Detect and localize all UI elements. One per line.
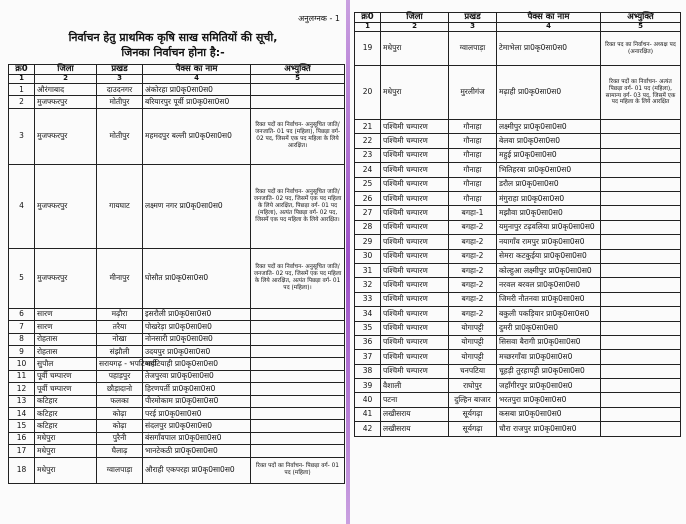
table-row	[9, 420, 345, 432]
district-cell: औरंगाबाद	[35, 84, 97, 96]
col-header-remarks: अभ्युक्ति	[601, 13, 681, 23]
serial-cell: 4	[9, 164, 35, 248]
serial-cell: 33	[355, 292, 381, 306]
remarks-cell	[601, 422, 681, 436]
district-cell: पश्चिमी चम्पारण	[381, 335, 449, 349]
col-number: 3	[97, 75, 143, 84]
col-header-serial: क्र0	[355, 13, 381, 23]
district-cell: रोहतास	[35, 333, 97, 345]
serial-cell: 15	[9, 420, 35, 432]
block-cell: गायघाट	[97, 164, 143, 248]
table-row	[355, 364, 681, 378]
remarks-cell	[601, 407, 681, 421]
table-row	[355, 235, 681, 249]
remarks-cell	[251, 407, 345, 419]
block-cell: ग्वालपाड़ा	[449, 32, 497, 66]
remarks-cell: रिक्त पदों का निर्वाचन- अनुसूचित जाति/ जनजाति- 02 पद, जिसमें एक पद महिला के लिये आरक्षित, अत्यंत पिछड़ा वर्ग- 01 पद (महिला)।	[251, 248, 345, 308]
block-cell: दुल्हिन बाजार	[449, 393, 497, 407]
remarks-cell	[601, 350, 681, 364]
pacs-name-cell: टेमाभेला प्रा0कृ0सा0स0	[497, 32, 601, 66]
district-cell: पश्चिमी चम्पारण	[381, 191, 449, 205]
block-cell: मोतीपुर	[97, 96, 143, 108]
district-cell: पश्चिमी चम्पारण	[381, 235, 449, 249]
district-cell: मधेपुरा	[35, 445, 97, 457]
district-cell: पश्चिमी चम्पारण	[381, 148, 449, 162]
remarks-cell	[251, 345, 345, 357]
pacs-name-cell: पीरमोकाम प्रा0कृ0सा0स0	[143, 395, 251, 407]
serial-cell: 14	[9, 407, 35, 419]
serial-cell: 31	[355, 263, 381, 277]
remarks-cell	[601, 278, 681, 292]
block-cell: राघोपुर	[449, 379, 497, 393]
col-header-block: प्रखंड	[97, 65, 143, 75]
remarks-cell: रिक्त पदों का निर्वाचन- अनुसूचित जाति/ जनजाति- 02 पद, जिसमें एक पद महिला के लिये आरक्षित, पिछड़ा वर्ग- 01 पद (महिला), अत्यंत पिछड़ा वर्ग- 02 पद, जिसमें एक पद महिला के लिये आरक्षित।	[251, 164, 345, 248]
header-row	[9, 65, 345, 75]
pacs-name-cell: महुई प्रा0कृ0सा0स0	[497, 148, 601, 162]
block-cell: गौनाहा	[449, 191, 497, 205]
remarks-cell	[251, 370, 345, 382]
district-cell: मधेपुरा	[35, 432, 97, 444]
table-row	[9, 96, 345, 108]
remarks-cell	[251, 420, 345, 432]
block-cell: गौनाहा	[449, 177, 497, 191]
remarks-cell	[601, 206, 681, 220]
serial-cell: 35	[355, 321, 381, 335]
district-cell: पश्चिमी चम्पारण	[381, 307, 449, 321]
serial-cell: 6	[9, 308, 35, 320]
pacs-name-cell: अंकोरहा प्रा0कृ0सा0स0	[143, 84, 251, 96]
pacs-name-cell: नोनसारी प्रा0कृ0सा0स0	[143, 333, 251, 345]
remarks-cell	[601, 191, 681, 205]
table-row	[355, 66, 681, 120]
district-cell: पश्चिमी चम्पारण	[381, 292, 449, 306]
block-cell: मोतीपुर	[97, 108, 143, 164]
header-row	[355, 13, 681, 23]
serial-cell: 18	[9, 457, 35, 483]
pacs-name-cell: चौरा राजपुर प्रा0कृ0सा0स0	[497, 422, 601, 436]
column-number-row	[355, 23, 681, 32]
remarks-cell	[601, 393, 681, 407]
block-cell: चनपटिया	[449, 364, 497, 378]
remarks-cell	[251, 395, 345, 407]
pacs-name-cell: बंसगाँवपाल प्रा0कृ0सा0स0	[143, 432, 251, 444]
serial-cell: 12	[9, 383, 35, 395]
district-cell: कटिहार	[35, 420, 97, 432]
pacs-name-cell: उदयपुर प्रा0कृ0सा0स0	[143, 345, 251, 357]
block-cell: मुरलीगंज	[449, 66, 497, 120]
block-cell: ग्वालपाड़ा	[97, 457, 143, 483]
district-cell: पश्चिमी चम्पारण	[381, 364, 449, 378]
table-body-left	[9, 84, 345, 483]
remarks-cell: रिक्त पदों का निर्वाचन- अनुसूचित जाति/ जनजाति- 01 पद (महिला), पिछड़ा वर्ग- 02 पद, जिसमें एक पद महिला के लिये आरक्षित।	[251, 108, 345, 164]
pacs-name-cell: दुमरी प्रा0कृ0सा0स0	[497, 321, 601, 335]
pacs-name-cell: घोसौत प्रा0कृ0सा0स0	[143, 248, 251, 308]
remarks-cell: रिक्त पदों का निर्वाचन- अत्यंत पिछड़ा वर्ग- 01 पद (महिला), सामान्य वर्ग- 03 पद, जिसमें एक पद महिला के लिये आरक्षित	[601, 66, 681, 120]
district-cell: पश्चिमी चम्पारण	[381, 177, 449, 191]
remarks-cell	[251, 96, 345, 108]
block-cell: कोढ़ा	[97, 420, 143, 432]
table-row	[355, 321, 681, 335]
table-row	[355, 422, 681, 436]
pacs-name-cell: बरियारपुर पूर्वी प्रा0कृ0सा0स0	[143, 96, 251, 108]
serial-cell: 7	[9, 321, 35, 333]
block-cell: गौनाहा	[449, 120, 497, 134]
serial-cell: 39	[355, 379, 381, 393]
district-cell: कटिहार	[35, 407, 97, 419]
block-cell: योगापट्टी	[449, 335, 497, 349]
col-number: 4	[143, 75, 251, 84]
block-cell: गौनाहा	[449, 163, 497, 177]
table-row	[355, 191, 681, 205]
district-cell: सुपौल	[35, 358, 97, 370]
col-header-remarks: अभ्युक्ति	[251, 65, 345, 75]
pacs-name-cell: यमुनापुर टढ़वलिया प्रा0कृ0सा0स0	[497, 220, 601, 234]
block-cell: बगहा-2	[449, 263, 497, 277]
table-row	[9, 321, 345, 333]
col-number: 2	[381, 23, 449, 32]
block-cell: बगहा-1	[449, 206, 497, 220]
block-cell: नोखा	[97, 333, 143, 345]
block-cell: बगहा-2	[449, 249, 497, 263]
remarks-cell	[601, 321, 681, 335]
district-cell: मधेपुरा	[35, 457, 97, 483]
col-header-pacs-name: पैक्स का नाम	[497, 13, 601, 23]
pacs-table-left	[8, 64, 345, 484]
serial-cell: 9	[9, 345, 35, 357]
serial-cell: 38	[355, 364, 381, 378]
district-cell: लखीसराय	[381, 422, 449, 436]
pacs-name-cell: चूहड़ी तुरहापट्टी प्रा0कृ0सा0स0	[497, 364, 601, 378]
remarks-cell	[601, 364, 681, 378]
block-cell: सूर्यगढ़ा	[449, 407, 497, 421]
block-cell: सूर्यगढ़ा	[449, 422, 497, 436]
pacs-name-cell: पोखरेड़ा प्रा0कृ0सा0स0	[143, 321, 251, 333]
serial-cell: 27	[355, 206, 381, 220]
serial-cell: 13	[9, 395, 35, 407]
district-cell: मुजफ्फरपुर	[35, 108, 97, 164]
table-row	[355, 249, 681, 263]
block-cell: योगापट्टी	[449, 321, 497, 335]
table-row	[9, 84, 345, 96]
serial-cell: 36	[355, 335, 381, 349]
pacs-name-cell: भरतपुरा प्रा0कृ0सा0स0	[497, 393, 601, 407]
district-cell: लखीसराय	[381, 407, 449, 421]
table-row	[9, 164, 345, 248]
district-cell: पश्चिमी चम्पारण	[381, 134, 449, 148]
district-cell: पूर्वी चम्पारण	[35, 370, 97, 382]
block-cell: बगहा-2	[449, 278, 497, 292]
right-page	[350, 0, 686, 524]
block-cell: गौनाहा	[449, 134, 497, 148]
remarks-cell	[601, 307, 681, 321]
col-number: 1	[355, 23, 381, 32]
pacs-name-cell: भपटियाही प्रा0कृ0सा0स0	[143, 358, 251, 370]
block-cell: बगहा-2	[449, 220, 497, 234]
pacs-name-cell: औराही एकपरहा प्रा0कृ0सा0स0	[143, 457, 251, 483]
table-row	[9, 333, 345, 345]
pacs-name-cell: सिसवा बैरागी प्रा0कृ0सा0स0	[497, 335, 601, 349]
serial-cell: 8	[9, 333, 35, 345]
district-cell: पश्चिमी चम्पारण	[381, 350, 449, 364]
table-row	[355, 335, 681, 349]
pacs-name-cell: मढ़ाही प्रा0कृ0सा0स0	[497, 66, 601, 120]
pacs-name-cell: भानटेकठी प्रा0कृ0सा0स0	[143, 445, 251, 457]
serial-cell: 40	[355, 393, 381, 407]
pacs-name-cell: बकुली पकड़ियार प्रा0कृ0सा0स0	[497, 307, 601, 321]
serial-cell: 16	[9, 432, 35, 444]
serial-cell: 21	[355, 120, 381, 134]
remarks-cell	[601, 177, 681, 191]
block-cell: बगहा-2	[449, 292, 497, 306]
block-cell: कोढ़ा	[97, 407, 143, 419]
col-number: 1	[9, 75, 35, 84]
serial-cell: 1	[9, 84, 35, 96]
block-cell: गौनाहा	[449, 148, 497, 162]
table-row	[9, 457, 345, 483]
pacs-name-cell: लक्ष्मण नगर प्रा0कृ0सा0स0	[143, 164, 251, 248]
district-cell: पश्चिमी चम्पारण	[381, 220, 449, 234]
district-cell: सारण	[35, 321, 97, 333]
serial-cell: 41	[355, 407, 381, 421]
pacs-name-cell: भितिहरवा प्रा0कृ0सा0स0	[497, 163, 601, 177]
table-row	[355, 307, 681, 321]
pacs-name-cell: संदलपुर प्रा0कृ0सा0स0	[143, 420, 251, 432]
table-body-right	[355, 32, 681, 437]
table-row	[355, 120, 681, 134]
block-cell: मीनापुर	[97, 248, 143, 308]
serial-cell: 29	[355, 235, 381, 249]
serial-cell: 23	[355, 148, 381, 162]
district-cell: पश्चिमी चम्पारण	[381, 278, 449, 292]
document-title-line-1: निर्वाचन हेतु प्राथमिक कृषि साख समितियों की सूची,	[68, 31, 278, 44]
remarks-cell: रिक्त पद का निर्वाचन- अध्यक्ष पद (अनारक्षित)	[601, 32, 681, 66]
serial-cell: 30	[355, 249, 381, 263]
block-cell: पुरैनी	[97, 432, 143, 444]
pacs-name-cell: नरवल बरवल प्रा0कृ0सा0स0	[497, 278, 601, 292]
pacs-name-cell: हिरणपर्ती प्रा0कृ0सा0स0	[143, 383, 251, 395]
table-row	[9, 248, 345, 308]
district-cell: मधेपुरा	[381, 66, 449, 120]
table-row	[9, 370, 345, 382]
pacs-name-cell: जिमरी नौतनवा प्रा0कृ0सा0स0	[497, 292, 601, 306]
serial-cell: 37	[355, 350, 381, 364]
remarks-cell	[251, 333, 345, 345]
pacs-table-right	[354, 12, 681, 437]
col-number: 5	[251, 75, 345, 84]
table-row	[9, 345, 345, 357]
pacs-name-cell: इसरौली प्रा0कृ0सा0स0	[143, 308, 251, 320]
block-cell: तरैया	[97, 321, 143, 333]
block-cell: दाउदनगर	[97, 84, 143, 96]
block-cell: संझौली	[97, 345, 143, 357]
serial-cell: 32	[355, 278, 381, 292]
pacs-name-cell: मझौवा प्रा0कृ0सा0स0	[497, 206, 601, 220]
district-cell: पश्चिमी चम्पारण	[381, 120, 449, 134]
remarks-cell	[601, 148, 681, 162]
remarks-cell	[601, 292, 681, 306]
block-cell: घैलाढ़	[97, 445, 143, 457]
district-cell: मुजफ्फरपुर	[35, 164, 97, 248]
block-cell: योगापट्टी	[449, 350, 497, 364]
pacs-name-cell: सेमरा कटकुईया प्रा0कृ0सा0स0	[497, 249, 601, 263]
col-header-district: जिला	[35, 65, 97, 75]
pacs-name-cell: कसबा प्रा0कृ0सा0स0	[497, 407, 601, 421]
remarks-cell	[601, 220, 681, 234]
table-row	[9, 395, 345, 407]
col-number: 2	[35, 75, 97, 84]
pacs-name-cell: जहाँगीरपुर प्रा0कृ0सा0स0	[497, 379, 601, 393]
col-number: 3	[449, 23, 497, 32]
pacs-name-cell: तेजपुरवा प्रा0कृ0सा0स0	[143, 370, 251, 382]
block-cell: बगहा-2	[449, 307, 497, 321]
block-cell: बगहा-2	[449, 235, 497, 249]
table-row	[355, 163, 681, 177]
col-header-pacs-name: पैक्स का नाम	[143, 65, 251, 75]
pacs-name-cell: मंगुराहा प्रा0कृ0सा0स0	[497, 191, 601, 205]
table-row	[355, 206, 681, 220]
table-row	[355, 134, 681, 148]
remarks-cell	[251, 445, 345, 457]
table-row	[9, 308, 345, 320]
pacs-name-cell: मच्छरगाँवा प्रा0कृ0सा0स0	[497, 350, 601, 364]
district-cell: सारण	[35, 308, 97, 320]
serial-cell: 20	[355, 66, 381, 120]
remarks-cell	[601, 134, 681, 148]
serial-cell: 24	[355, 163, 381, 177]
serial-cell: 25	[355, 177, 381, 191]
remarks-cell	[251, 308, 345, 320]
table-row	[355, 263, 681, 277]
col-header-district: जिला	[381, 13, 449, 23]
pacs-name-cell: महमदपुर बल्ली प्रा0कृ0सा0स0	[143, 108, 251, 164]
remarks-cell	[601, 120, 681, 134]
table-row	[355, 220, 681, 234]
pacs-name-cell: बेलवा प्रा0कृ0सा0स0	[497, 134, 601, 148]
serial-cell: 10	[9, 358, 35, 370]
pacs-name-cell: डरौल प्रा0कृ0सा0स0	[497, 177, 601, 191]
table-row	[9, 445, 345, 457]
block-cell: मढ़ौरा	[97, 308, 143, 320]
table-row	[9, 383, 345, 395]
remarks-cell	[601, 163, 681, 177]
table-row	[9, 432, 345, 444]
district-cell: मुजफ्फरपुर	[35, 96, 97, 108]
district-cell: मधेपुरा	[381, 32, 449, 66]
serial-cell: 5	[9, 248, 35, 308]
serial-cell: 28	[355, 220, 381, 234]
serial-cell: 17	[9, 445, 35, 457]
remarks-cell	[601, 379, 681, 393]
district-cell: पश्चिमी चम्पारण	[381, 321, 449, 335]
col-number: 4	[497, 23, 601, 32]
district-cell: कटिहार	[35, 395, 97, 407]
table-row	[355, 407, 681, 421]
block-cell: छौड़ादानो	[97, 383, 143, 395]
remarks-cell	[251, 84, 345, 96]
district-cell: पूर्वी चम्पारण	[35, 383, 97, 395]
table-row	[355, 148, 681, 162]
serial-cell: 42	[355, 422, 381, 436]
district-cell: मुजफ्फरपुर	[35, 248, 97, 308]
table-row	[355, 292, 681, 306]
district-cell: पश्चिमी चम्पारण	[381, 206, 449, 220]
table-row	[355, 350, 681, 364]
table-row	[355, 278, 681, 292]
district-cell: पटना	[381, 393, 449, 407]
district-cell: पश्चिमी चम्पारण	[381, 263, 449, 277]
pacs-name-cell: परई प्रा0कृ0सा0स0	[143, 407, 251, 419]
pacs-name-cell: लक्ष्मीपुर प्रा0कृ0सा0स0	[497, 120, 601, 134]
district-cell: वैशाली	[381, 379, 449, 393]
table-row	[355, 32, 681, 66]
table-row	[9, 358, 345, 370]
remarks-cell: रिक्त पदों का निर्वाचन- पिछड़ा वर्ग- 01 पद (महिला)	[251, 457, 345, 483]
document-title-line-2: जिनका निर्वाचन होना है:-	[121, 46, 225, 59]
pacs-name-cell: नयागाँव रामपुर प्रा0कृ0सा0स0	[497, 235, 601, 249]
table-row	[355, 393, 681, 407]
col-header-block: प्रखंड	[449, 13, 497, 23]
block-cell: पहाड़पुर	[97, 370, 143, 382]
serial-cell: 11	[9, 370, 35, 382]
column-number-row	[9, 75, 345, 84]
district-cell: पश्चिमी चम्पारण	[381, 249, 449, 263]
district-cell: पश्चिमी चम्पारण	[381, 163, 449, 177]
annexure-label: अनुलग्नक - 1	[298, 14, 340, 23]
serial-cell: 3	[9, 108, 35, 164]
col-number: 5	[601, 23, 681, 32]
table-row	[355, 379, 681, 393]
table-row	[9, 407, 345, 419]
remarks-cell	[601, 249, 681, 263]
remarks-cell	[251, 321, 345, 333]
serial-cell: 2	[9, 96, 35, 108]
remarks-cell	[251, 432, 345, 444]
remarks-cell	[601, 235, 681, 249]
remarks-cell	[601, 263, 681, 277]
block-cell: फलका	[97, 395, 143, 407]
serial-cell: 34	[355, 307, 381, 321]
serial-cell: 19	[355, 32, 381, 66]
district-cell: रोहतास	[35, 345, 97, 357]
remarks-cell	[251, 383, 345, 395]
block-cell: सरायगढ़ - भपटियाही	[97, 358, 143, 370]
col-header-serial: क्र0	[9, 65, 35, 75]
serial-cell: 22	[355, 134, 381, 148]
serial-cell: 26	[355, 191, 381, 205]
table-row	[9, 108, 345, 164]
remarks-cell	[251, 358, 345, 370]
table-row	[355, 177, 681, 191]
remarks-cell	[601, 335, 681, 349]
pacs-name-cell: कोल्हुआ लक्ष्मीपुर प्रा0कृ0सा0स0	[497, 263, 601, 277]
